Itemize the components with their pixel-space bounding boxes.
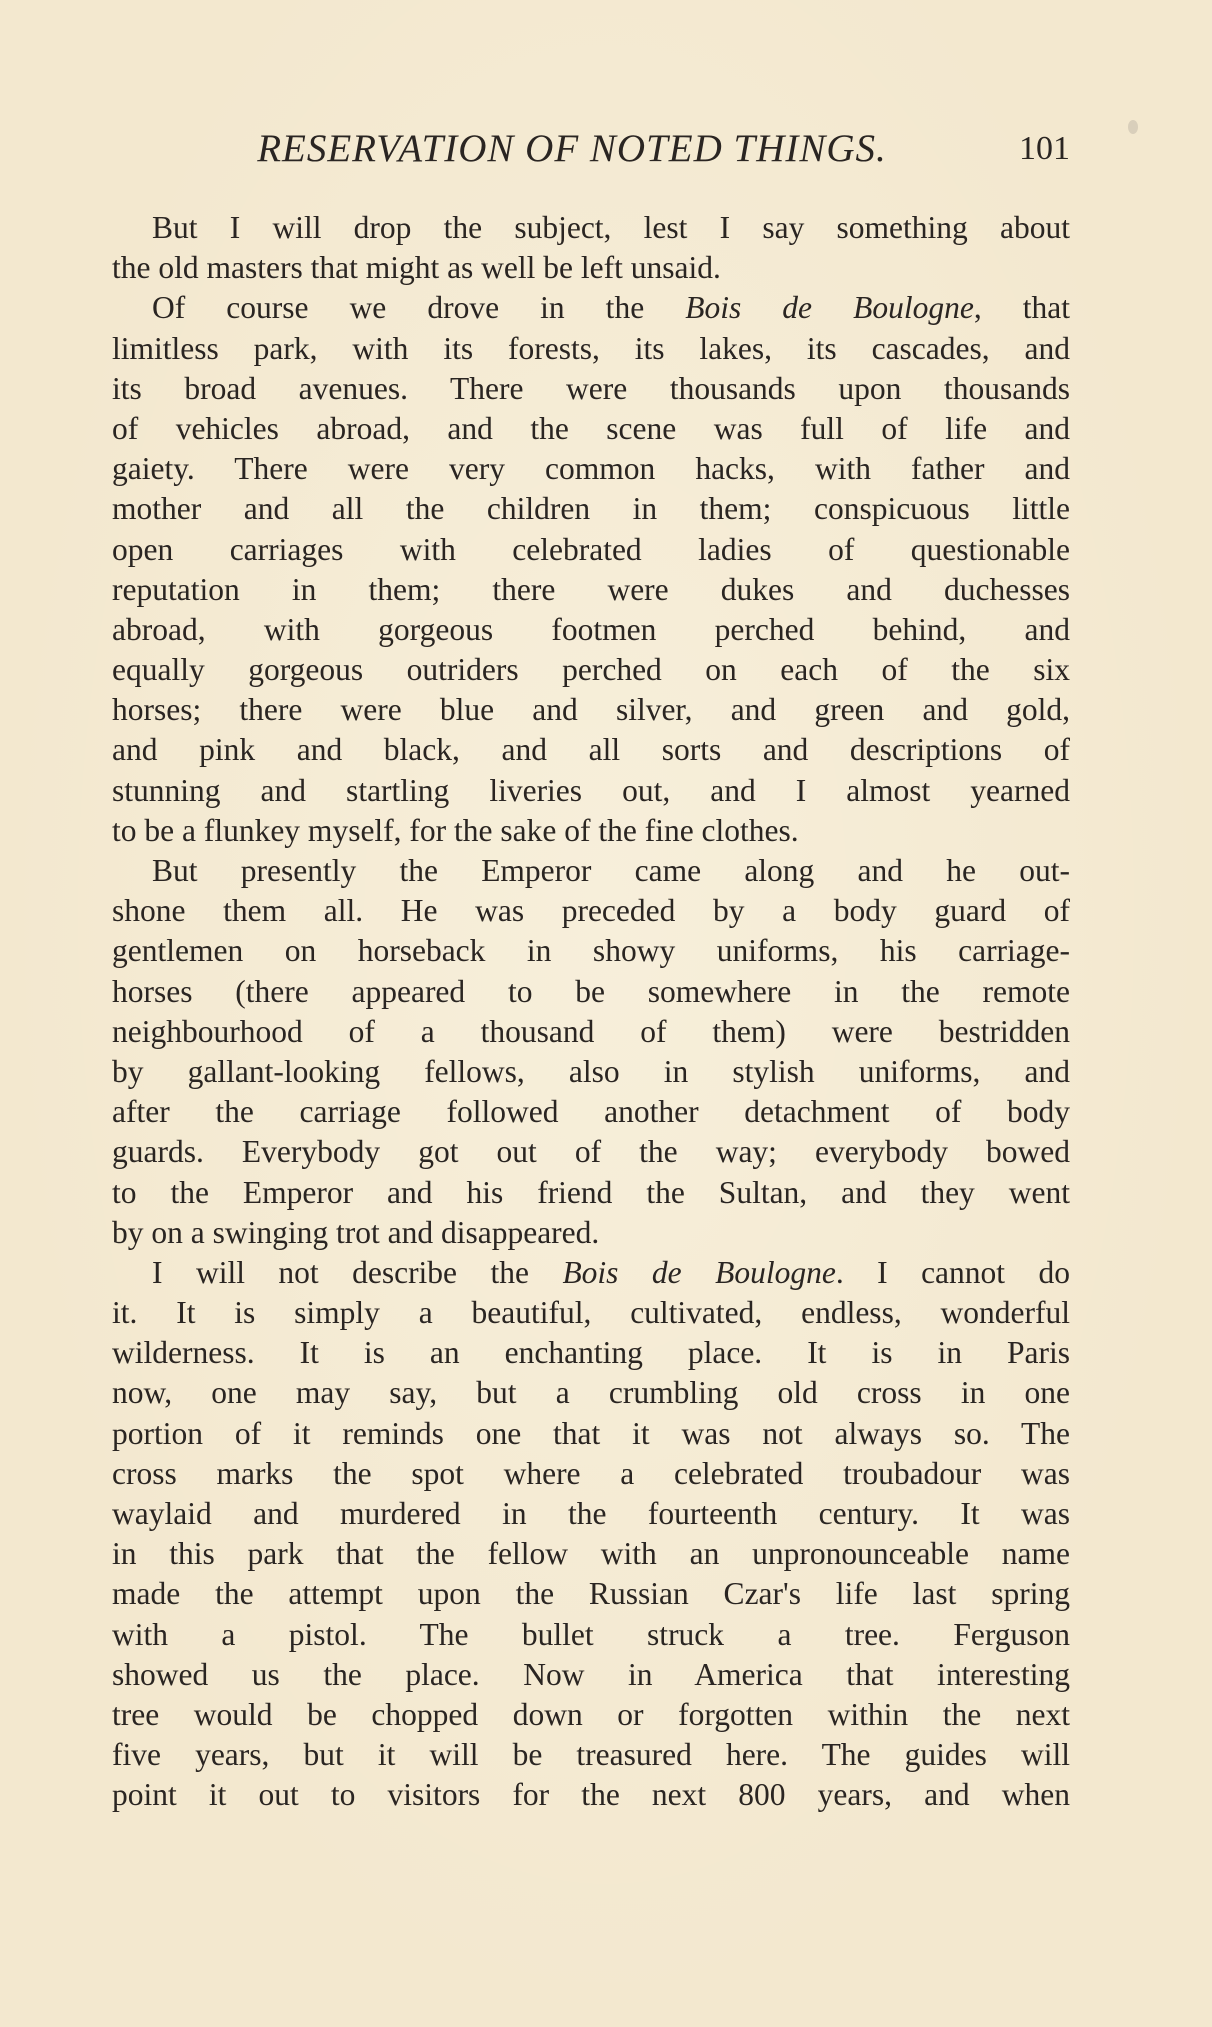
- text-line: in this park that the fellow with an unpronounceable name: [112, 1536, 1070, 1572]
- text-line: by gallant-looking fellows, also in stylish uniforms, and: [112, 1053, 1070, 1089]
- text-line: and pink and black, and all sorts and descriptions of: [112, 732, 1070, 768]
- text-line: shone them all. He was preceded by a body guard of: [112, 893, 1070, 929]
- text-line: stunning and startling liveries out, and I almost yearned: [112, 772, 1070, 808]
- text-line: tree would be chopped down or forgotten within the next: [112, 1696, 1070, 1732]
- text-line: But presently the Emperor came along and he out-: [152, 853, 1070, 888]
- text-line: its broad avenues. There were thousands upon thousands: [112, 370, 1070, 406]
- text-line: with a pistol. The bullet struck a tree. Ferguson: [112, 1616, 1070, 1652]
- text-line: wilderness. It is an enchanting place. It is in Paris: [112, 1335, 1070, 1371]
- text-line: portion of it reminds one that it was not always so. The: [112, 1415, 1070, 1451]
- text-line: abroad, with gorgeous footmen perched behind, and: [112, 611, 1070, 647]
- text-line: neighbourhood of a thousand of them) were bestridden: [112, 1013, 1070, 1049]
- text-line: cross marks the spot where a celebrated troubadour was: [112, 1455, 1070, 1491]
- text-line: gaiety. There were very common hacks, with father and: [112, 451, 1070, 487]
- text-line: point it out to visitors for the next 800 years, and when: [112, 1777, 1070, 1813]
- text-line: to the Emperor and his friend the Sultan, and they went: [112, 1174, 1070, 1210]
- running-title: RESERVATION OF NOTED THINGS.: [257, 127, 887, 170]
- running-head: [112, 124, 1070, 174]
- text-line: horses; there were blue and silver, and green and gold,: [112, 692, 1070, 728]
- text-line: But I will drop the subject, lest I say something about: [152, 210, 1070, 245]
- text-line: showed us the place. Now in America that interesting: [112, 1656, 1070, 1692]
- paper-blemish: [1128, 120, 1138, 134]
- text-line: the old masters that might as well be left unsaid.: [112, 250, 721, 286]
- text-line: of vehicles abroad, and the scene was full of life and: [112, 410, 1070, 446]
- text-line: made the attempt upon the Russian Czar's life last spring: [112, 1576, 1070, 1612]
- text-line: reputation in them; there were dukes and duchesses: [112, 571, 1070, 607]
- text-line: equally gorgeous outriders perched on each of the six: [112, 652, 1070, 688]
- text-line: by on a swinging trot and disappeared.: [112, 1214, 600, 1250]
- page-number: 101: [1019, 130, 1070, 167]
- text-line: after the carriage followed another detachment of body: [112, 1094, 1070, 1130]
- text-line: I will not describe the Bois de Boulogne. I cannot do: [152, 1254, 1070, 1290]
- text-line: mother and all the children in them; conspicuous little: [112, 491, 1070, 527]
- text-line: now, one may say, but a crumbling old cross in one: [112, 1375, 1070, 1411]
- text-line: Of course we drove in the Bois de Boulogne, that: [152, 290, 1070, 326]
- text-line: it. It is simply a beautiful, cultivated, endless, wonderful: [112, 1295, 1070, 1331]
- text-line: five years, but it will be treasured here. The guides will: [112, 1737, 1070, 1773]
- text-line: horses (there appeared to be somewhere in the remote: [112, 973, 1070, 1009]
- text-line: to be a flunkey myself, for the sake of the fine clothes.: [112, 812, 799, 848]
- text-line: limitless park, with its forests, its lakes, its cascades, and: [112, 330, 1070, 366]
- text-line: waylaid and murdered in the fourteenth century. It was: [112, 1496, 1070, 1531]
- text-line: gentlemen on horseback in showy uniforms, his carriage-: [112, 933, 1070, 969]
- body-text: [112, 208, 1070, 1816]
- text-line: guards. Everybody got out of the way; everybody bowed: [112, 1134, 1070, 1170]
- text-line: open carriages with celebrated ladies of questionable: [112, 531, 1070, 567]
